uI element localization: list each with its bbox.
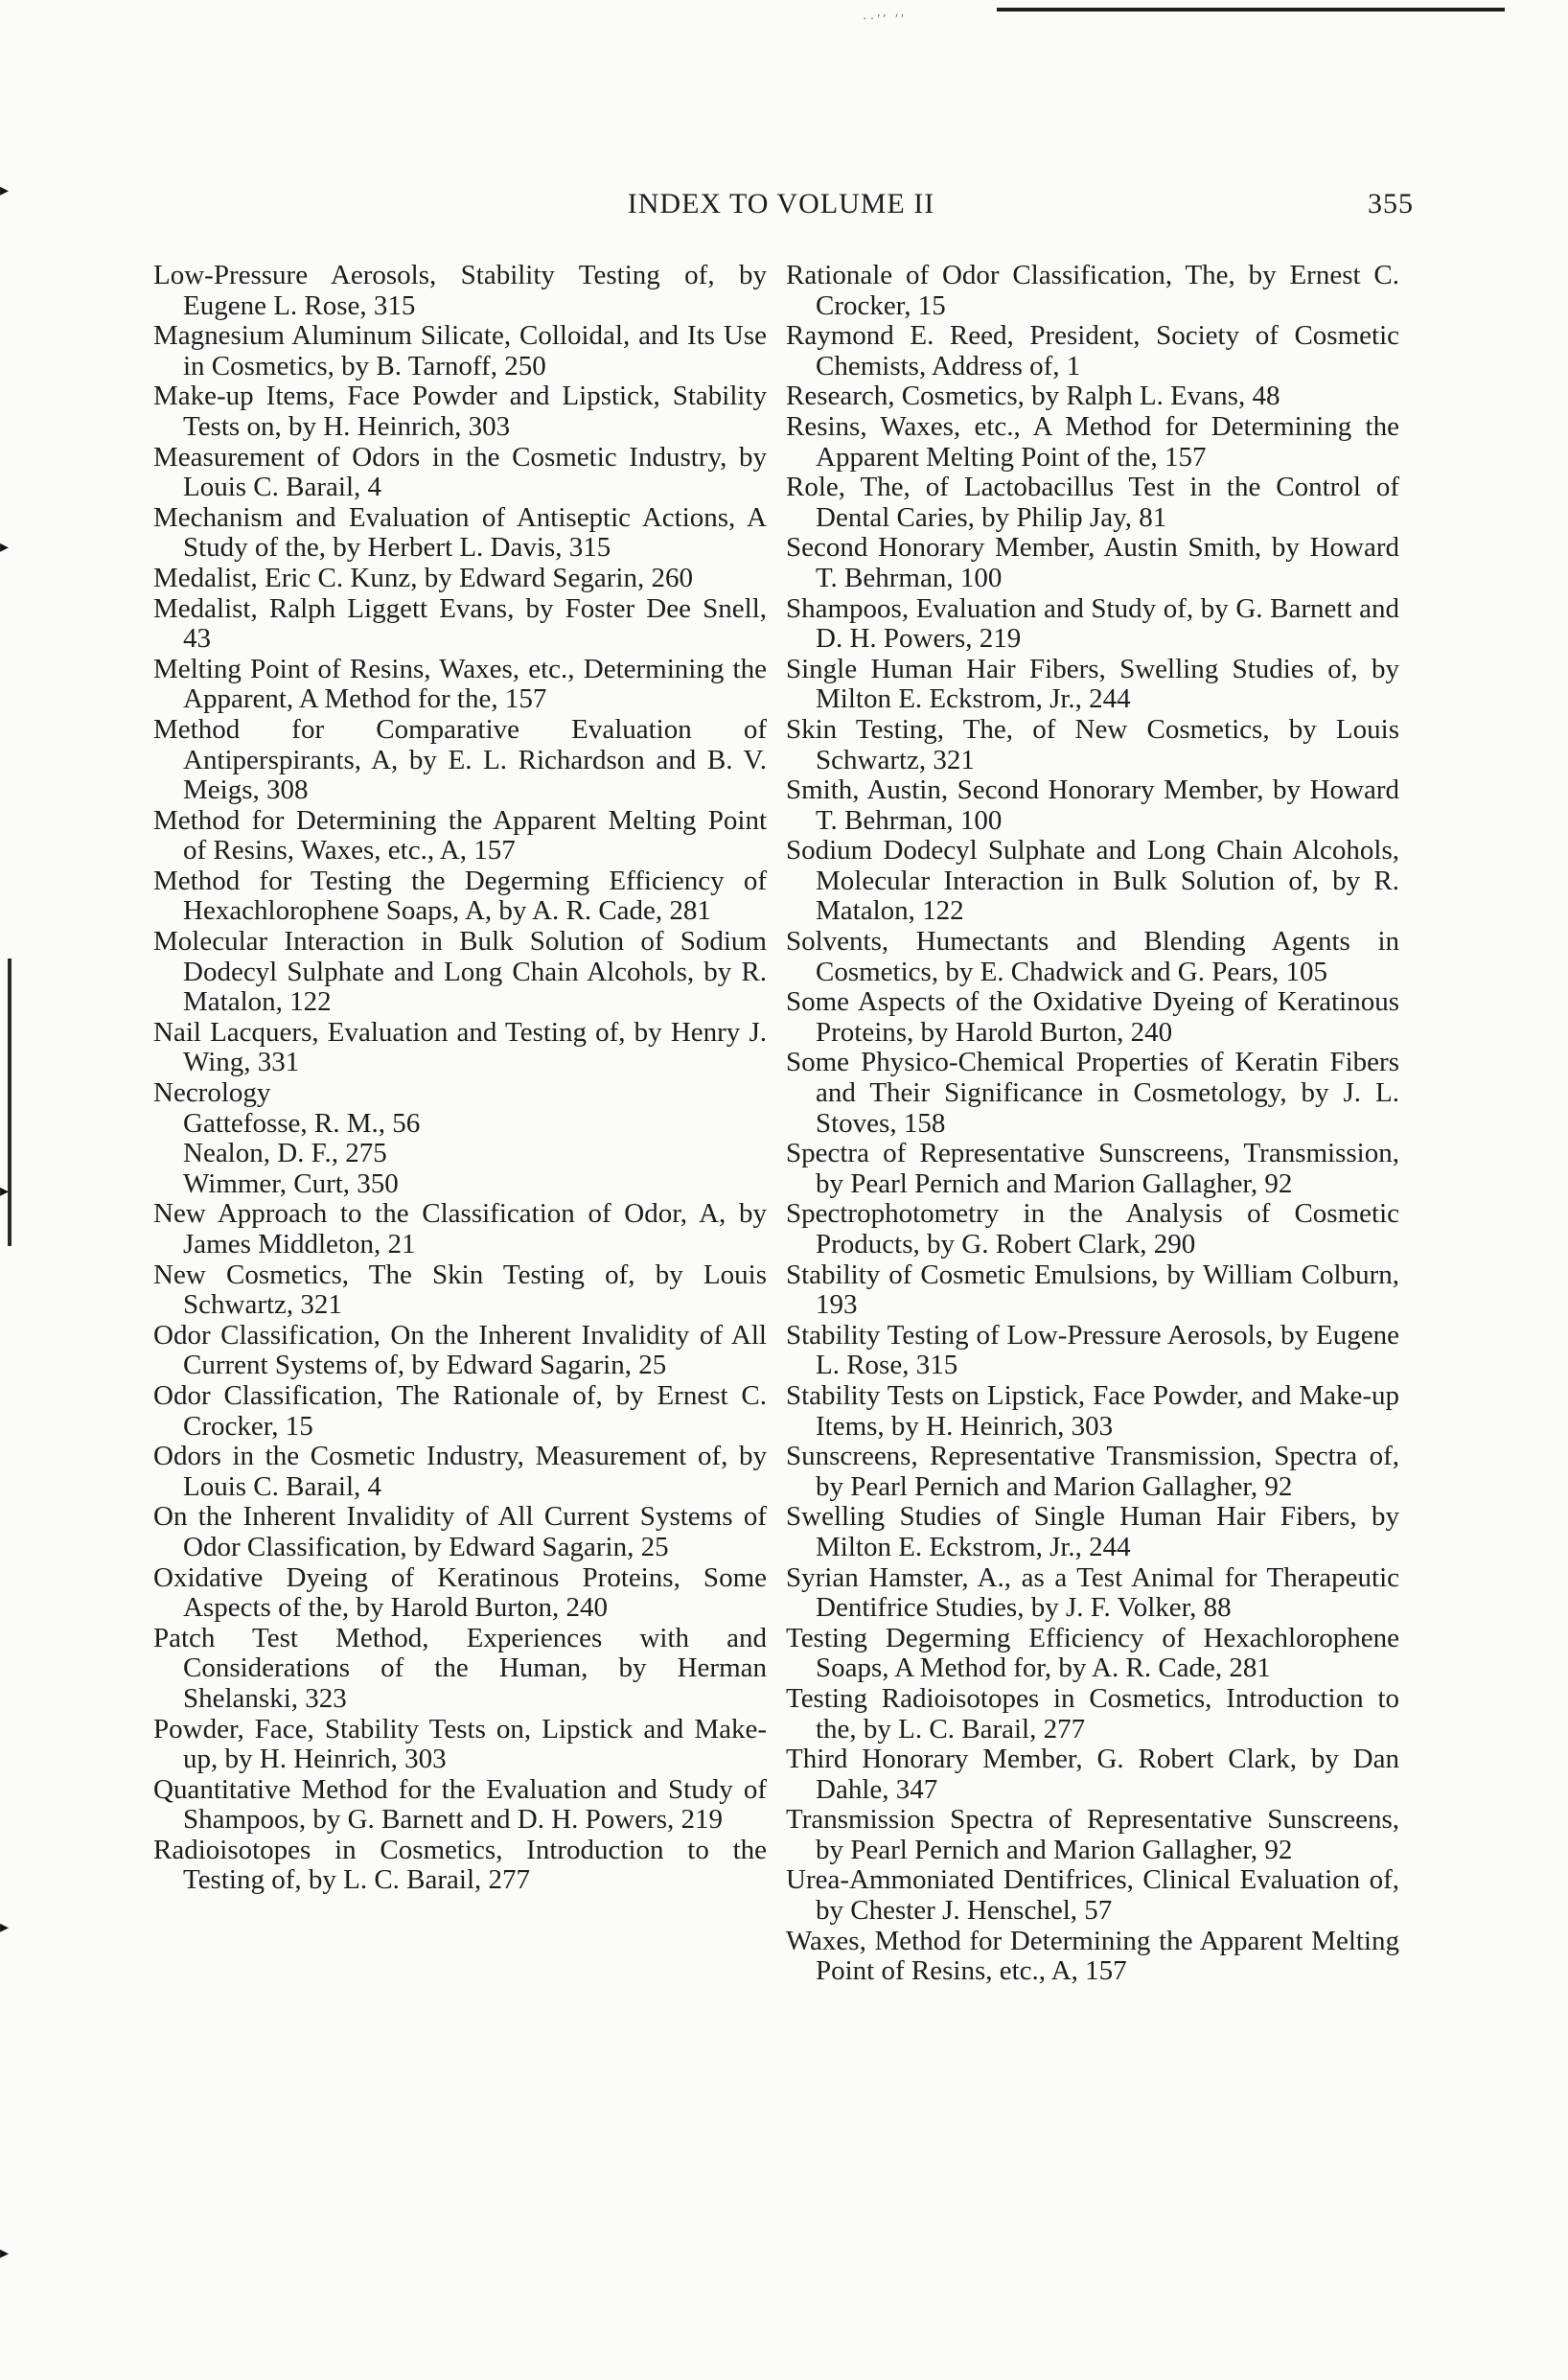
index-entry: Odor Classification, On the Inherent Invalidity of All Current Systems of, by Edward Sagarin, 25 xyxy=(153,1319,767,1381)
index-entry: Testing Radioisotopes in Cosmetics, Introduction to the, by L. C. Barail, 277 xyxy=(786,1682,1399,1745)
index-subentry: Gattefosse, R. M., 56 xyxy=(183,1107,421,1139)
index-entry: New Cosmetics, The Skin Testing of, by Louis Schwartz, 321 xyxy=(153,1259,767,1321)
index-entry: Low-Pressure Aerosols, Stability Testing of, by Eugene L. Rose, 315 xyxy=(153,260,767,321)
index-entry: Waxes, Method for Determining the Apparent Melting Point of Resins, etc., A, 157 xyxy=(786,1925,1399,1987)
index-entry: Urea-Ammoniated Dentifrices, Clinical Evaluation of, by Chester J. Henschel, 57 xyxy=(786,1864,1399,1927)
index-entry: Resins, Waxes, etc., A Method for Determining the Apparent Melting Point of the, 157 xyxy=(786,410,1399,473)
index-entry: Melting Point of Resins, Waxes, etc., Determining the Apparent, A Method for the, 157 xyxy=(153,653,767,715)
margin-mark: ▸ xyxy=(0,1917,10,1936)
index-entry: Make-up Items, Face Powder and Lipstick, Stability Tests on, by H. Heinrich, 303 xyxy=(153,381,767,442)
index-entry: Medalist, Eric C. Kunz, by Edward Segarin, 260 xyxy=(153,562,693,593)
index-subentry: Nealon, D. F., 275 xyxy=(183,1138,387,1169)
index-entry: Odors in the Cosmetic Industry, Measurement of, by Louis C. Barail, 4 xyxy=(153,1441,767,1502)
index-entry: Method for Determining the Apparent Melting Point of Resins, Waxes, etc., A, 157 xyxy=(153,804,767,867)
index-entry: Mechanism and Evaluation of Antiseptic Actions, A Study of the, by Herbert L. Davis, 315 xyxy=(153,501,767,564)
index-entry: Method for Comparative Evaluation of Antiperspirants, A, by E. L. Richardson and B. V. Meigs, 308 xyxy=(153,713,767,806)
index-entry: Powder, Face, Stability Tests on, Lipstick and Make-up, by H. Heinrich, 303 xyxy=(153,1713,767,1775)
index-entry: Single Human Hair Fibers, Swelling Studies of, by Milton E. Eckstrom, Jr., 244 xyxy=(786,653,1399,715)
index-entry: Rationale of Odor Classification, The, by Ernest C. Crocker, 15 xyxy=(786,260,1399,321)
index-entry: Medalist, Ralph Liggett Evans, by Foster Dee Snell, 43 xyxy=(153,592,767,655)
right-index-column xyxy=(786,261,1399,1987)
index-entry: Molecular Interaction in Bulk Solution of Sodium Dodecyl Sulphate and Long Chain Alcohols, by R. Matalon, 122 xyxy=(153,926,767,1018)
index-entry: Role, The, of Lactobacillus Test in the Control of Dental Caries, by Philip Jay, 81 xyxy=(786,472,1399,533)
page-header xyxy=(149,188,1414,226)
index-entry: Odor Classification, The Rationale of, by Ernest C. Crocker, 15 xyxy=(153,1379,767,1442)
index-entry: Research, Cosmetics, by Ralph L. Evans, 48 xyxy=(786,381,1280,412)
top-marks: ··′′ ′′ xyxy=(863,12,908,27)
index-entry: Method for Testing the Degerming Efficiency of Hexachlorophene Soaps, A, by A. R. Cade, 281 xyxy=(153,865,767,927)
index-entry: Nail Lacquers, Evaluation and Testing of, by Henry J. Wing, 331 xyxy=(153,1016,767,1078)
index-entry: Testing Degerming Efficiency of Hexachlorophene Soaps, A Method for, by A. R. Cade, 281 xyxy=(786,1622,1399,1684)
index-entry: Spectrophotometry in the Analysis of Cosmetic Products, by G. Robert Clark, 290 xyxy=(786,1198,1399,1259)
index-entry: Stability of Cosmetic Emulsions, by William Colburn, 193 xyxy=(786,1259,1399,1321)
index-entry: Second Honorary Member, Austin Smith, by Howard T. Behrman, 100 xyxy=(786,532,1399,593)
top-rule xyxy=(997,8,1505,12)
margin-mark: ▸ xyxy=(0,2243,10,2262)
margin-mark: ▸ xyxy=(0,180,10,199)
index-entry: Quantitative Method for the Evaluation and Study of Shampoos, by G. Barnett and D. H. Powers, 219 xyxy=(153,1773,767,1836)
index-entry: Patch Test Method, Experiences with and Considerations of the Human, by Herman Shelanski, 323 xyxy=(153,1622,767,1714)
index-entry: Stability Testing of Low-Pressure Aerosols, by Eugene L. Rose, 315 xyxy=(786,1319,1399,1381)
index-entry: Sodium Dodecyl Sulphate and Long Chain Alcohols, Molecular Interaction in Bulk Solution of, by R. Matalon, 122 xyxy=(786,835,1399,927)
index-entry: Magnesium Aluminum Silicate, Colloidal, and Its Use in Cosmetics, by B. Tarnoff, 250 xyxy=(153,320,767,381)
page-title: INDEX TO VOLUME II xyxy=(627,188,935,220)
index-entry: On the Inherent Invalidity of All Current Systems of Odor Classification, by Edward Sagarin, 25 xyxy=(153,1501,767,1562)
index-entry: Transmission Spectra of Representative Sunscreens, by Pearl Pernich and Marion Gallagher, 92 xyxy=(786,1804,1399,1865)
index-entry: Third Honorary Member, G. Robert Clark, by Dan Dahle, 347 xyxy=(786,1744,1399,1805)
index-subentry: Wimmer, Curt, 350 xyxy=(183,1167,399,1199)
index-entry: New Approach to the Classification of Odor, A, by James Middleton, 21 xyxy=(153,1198,767,1259)
left-margin-rule xyxy=(8,959,12,1246)
index-entry: Measurement of Odors in the Cosmetic Industry, by Louis C. Barail, 4 xyxy=(153,441,767,503)
index-entry: Stability Tests on Lipstick, Face Powder, and Make-up Items, by H. Heinrich, 303 xyxy=(786,1379,1399,1442)
index-entry: Some Physico-Chemical Properties of Keratin Fibers and Their Significance in Cosmetology, by J. L. Stoves, 158 xyxy=(786,1047,1399,1139)
margin-mark: ▸ xyxy=(0,1181,10,1200)
page-number: 355 xyxy=(1368,188,1414,220)
index-entry: Shampoos, Evaluation and Study of, by G. Barnett and D. H. Powers, 219 xyxy=(786,592,1399,655)
margin-mark: ▸ xyxy=(0,537,10,556)
index-entry: Syrian Hamster, A., as a Test Animal for Therapeutic Dentifrice Studies, by J. F. Volker, 88 xyxy=(786,1561,1399,1624)
index-entry: Some Aspects of the Oxidative Dyeing of Keratinous Proteins, by Harold Burton, 240 xyxy=(786,986,1399,1048)
index-entry: Sunscreens, Representative Transmission, Spectra of, by Pearl Pernich and Marion Gallagher, 92 xyxy=(786,1441,1399,1502)
index-entry: Oxidative Dyeing of Keratinous Proteins, Some Aspects of the, by Harold Burton, 240 xyxy=(153,1561,767,1624)
index-entry: Swelling Studies of Single Human Hair Fibers, by Milton E. Eckstrom, Jr., 244 xyxy=(786,1501,1399,1562)
index-entry: Spectra of Representative Sunscreens, Transmission, by Pearl Pernich and Marion Gallagher, 92 xyxy=(786,1138,1399,1199)
index-entry: Raymond E. Reed, President, Society of Cosmetic Chemists, Address of, 1 xyxy=(786,320,1399,381)
left-index-column xyxy=(153,261,767,1896)
index-entry: Skin Testing, The, of New Cosmetics, by Louis Schwartz, 321 xyxy=(786,713,1399,775)
index-entry: Solvents, Humectants and Blending Agents in Cosmetics, by E. Chadwick and G. Pears, 105 xyxy=(786,926,1399,987)
index-entry: Smith, Austin, Second Honorary Member, by Howard T. Behrman, 100 xyxy=(786,774,1399,836)
index-heading-necrology: Necrology xyxy=(153,1077,271,1109)
index-entry: Radioisotopes in Cosmetics, Introduction to the Testing of, by L. C. Barail, 277 xyxy=(153,1834,767,1896)
